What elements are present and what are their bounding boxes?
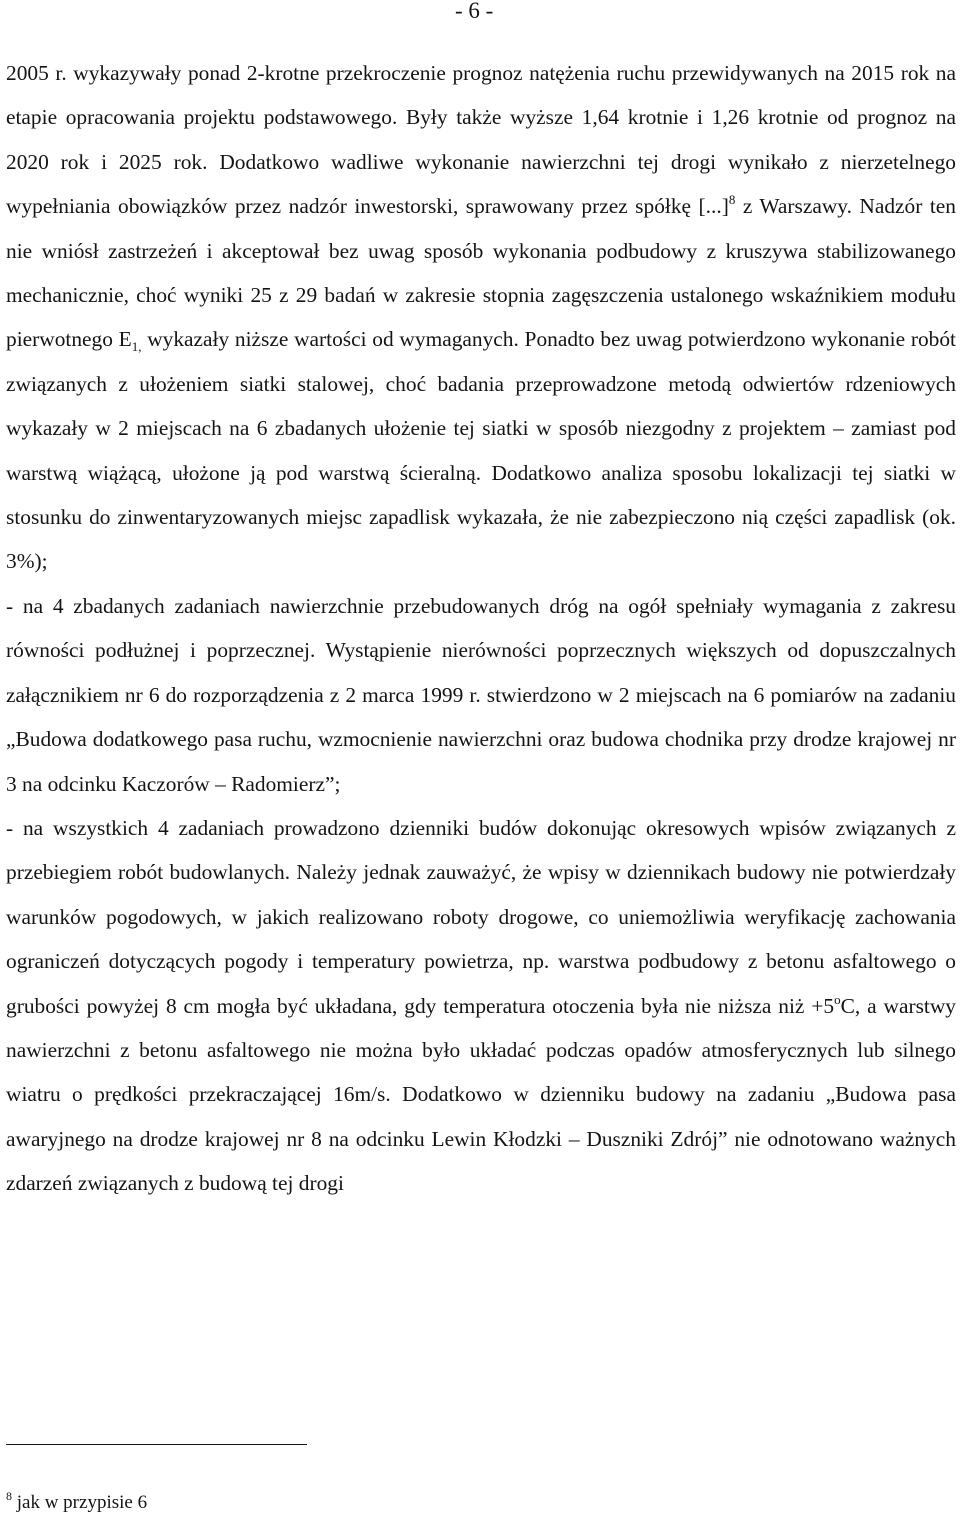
page-number: - 6 -: [455, 0, 494, 23]
paragraph-1-text-c: wykazały niższe wartości od wymaganych. Ponadto bez uwag potwierdzono wykonanie robót związanych z ułożeniem siatki stalowej, choć badania przeprowadzone metodą odwiertów rdzeniowych wykazały w 2 miejscach na 6 zbadanych ułożenie tej siatki w sposób niezgodny z projektem – zamiast pod warstwą wiążącą, ułożone ją pod warstwą ścieralną. Dodatkowo analiza sposobu lokalizacji tej siatki w stosunku do zinwentaryzowanych miejsc zapadlisk wykazała, że nie zabezpieczono nią części zapadlisk (ok. 3%);: [6, 327, 956, 574]
footnote-number: 8: [6, 1489, 12, 1503]
paragraph-2: [6, 584, 956, 806]
paragraph-1: [6, 51, 956, 584]
footnote-separator: [6, 1444, 307, 1445]
degree-superscript: o: [834, 991, 841, 1007]
subscript-index: 1,: [131, 339, 142, 355]
paragraph-3-text-b: C, a warstwy nawierzchni z betonu asfaltowego nie można było układać podczas opadów atmosferycznych lub silnego wiatru o prędkości przekraczającej 16m/s. Dodatkowo w dzienniku budowy na zadaniu „Budowa pasa awaryjnego na drodze krajowej nr 8 na odcinku Lewin Kłodzki – Duszniki Zdrój” nie odnotowano ważnych zdarzeń związanych z budową tej drogi: [6, 993, 957, 1196]
paragraph-2-text: - na 4 zbadanych zadaniach nawierzchnie przebudowanych dróg na ogół spełniały wymagania z zakresu równości podłużnej i poprzecznej. Wystąpienie nierówności poprzecznych większych od dopuszczalnych załącznikiem nr 6 do rozporządzenia z 2 marca 1999 r. stwierdzono w 2 miejscach na 6 pomiarów na zadaniu „Budowa dodatkowego pasa ruchu, wzmocnienie nawierzchni oraz budowa chodnika przy drodze krajowej nr 3 na odcinku Kaczorów – Radomierz”;: [6, 593, 956, 796]
paragraph-1-text-b: z Warszawy. Nadzór ten nie wniósł zastrzeżeń i akceptował bez uwag sposób wykonania podbudowy z kruszywa stabilizowanego mechanicznie, choć wyniki 25 z 29 badań w zakresie stopnia zagęszczenia ustalonego wskaźnikiem modułu pierwotnego E: [6, 194, 956, 352]
paragraph-3-text-a: - na wszystkich 4 zadaniach prowadzono dzienniki budów dokonując okresowych wpisów związanych z przebiegiem robót budowlanych. Należy jednak zauważyć, że wpisy w dziennikach budowy nie potwierdzały warunków pogodowych, w jakich realizowano roboty drogowe, co uniemożliwia weryfikację zachowania ograniczeń dotyczących pogody i temperatury powietrza, np. warstwa podbudowy z betonu asfaltowego o grubości powyżej 8 cm mogła być układana, gdy temperatura otoczenia była nie niższa niż +5: [6, 815, 956, 1018]
footnote: [6, 1491, 147, 1515]
paragraph-1-text-a: 2005 r. wykazywały ponad 2-krotne przekroczenie prognoz natężenia ruchu przewidywanych na 2015 rok na etapie opracowania projektu podstawowego. Były także wyższe 1,64 krotnie i 1,26 krotnie od prognoz na 2020 rok i 2025 rok. Dodatkowo wadliwe wykonanie nawierzchni tej drogi wynikało z nierzetelnego wypełniania obowiązków przez nadzór inwestorski, sprawowany przez spółkę [...]: [6, 61, 956, 219]
footnote-reference: 8: [728, 192, 736, 208]
footnote-text: jak w przypisie 6: [12, 1492, 148, 1513]
paragraph-3: [6, 806, 956, 1206]
document-body: [6, 51, 956, 1206]
